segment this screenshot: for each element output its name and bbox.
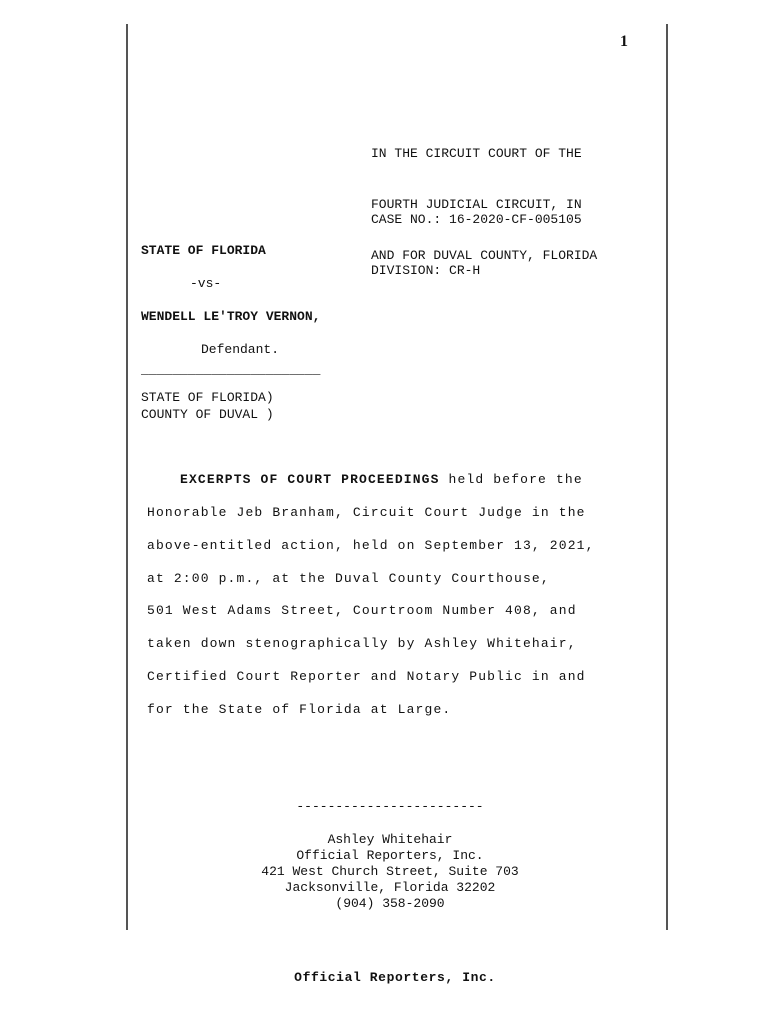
plaintiff-name: STATE OF FLORIDA [141,243,266,258]
reporter-phone: (904) 358-2090 [335,896,445,911]
venue-county: COUNTY OF DUVAL ) [141,407,274,422]
reporter-city: Jacksonville, Florida 32202 [284,880,496,895]
versus-label: -vs- [190,276,222,291]
defendant-label: Defendant. [201,342,280,357]
proceedings-line-1: held before the [439,472,583,487]
case-division: DIVISION: CR-H [371,263,481,278]
case-number: CASE NO.: 16-2020-CF-005105 [371,212,582,227]
proceedings-line-7: Certified Court Reporter and Notary Public in and [147,669,586,684]
page-footer: Official Reporters, Inc. [294,970,496,985]
proceedings-line-2: Honorable Jeb Branham, Circuit Court Judge in the [147,505,586,520]
reporter-company: Official Reporters, Inc. [296,848,484,863]
proceedings-line-3: above-entitled action, held on September 13, 2021, [147,538,595,553]
court-line-1: IN THE CIRCUIT COURT OF THE [371,146,582,161]
right-margin-rule [666,24,668,930]
reporter-address: 421 West Church Street, Suite 703 [261,864,519,879]
defendant-name: WENDELL LE'TROY VERNON, [141,309,321,324]
proceedings-line-4: at 2:00 p.m., at the Duval County Courthouse, [147,571,550,586]
proceedings-line-6: taken down stenographically by Ashley Whitehair, [147,636,577,651]
caption-separator: _______________________ [141,362,321,377]
proceedings-line-8: for the State of Florida at Large. [147,702,452,717]
court-line-2: FOURTH JUDICIAL CIRCUIT, IN [371,197,582,212]
court-line-3: AND FOR DUVAL COUNTY, FLORIDA [371,248,598,263]
page-number: 1 [620,33,628,50]
case-info [371,177,582,313]
venue-state: STATE OF FLORIDA) [141,390,274,405]
left-margin-rule [126,24,128,930]
proceedings-heading: EXCERPTS OF COURT PROCEEDINGS [180,472,440,487]
proceedings-first-line [180,471,583,488]
proceedings-line-5: 501 West Adams Street, Courtroom Number 408, and [147,603,577,618]
reporter-separator: ------------------------ [296,799,484,814]
reporter-name: Ashley Whitehair [327,832,453,847]
